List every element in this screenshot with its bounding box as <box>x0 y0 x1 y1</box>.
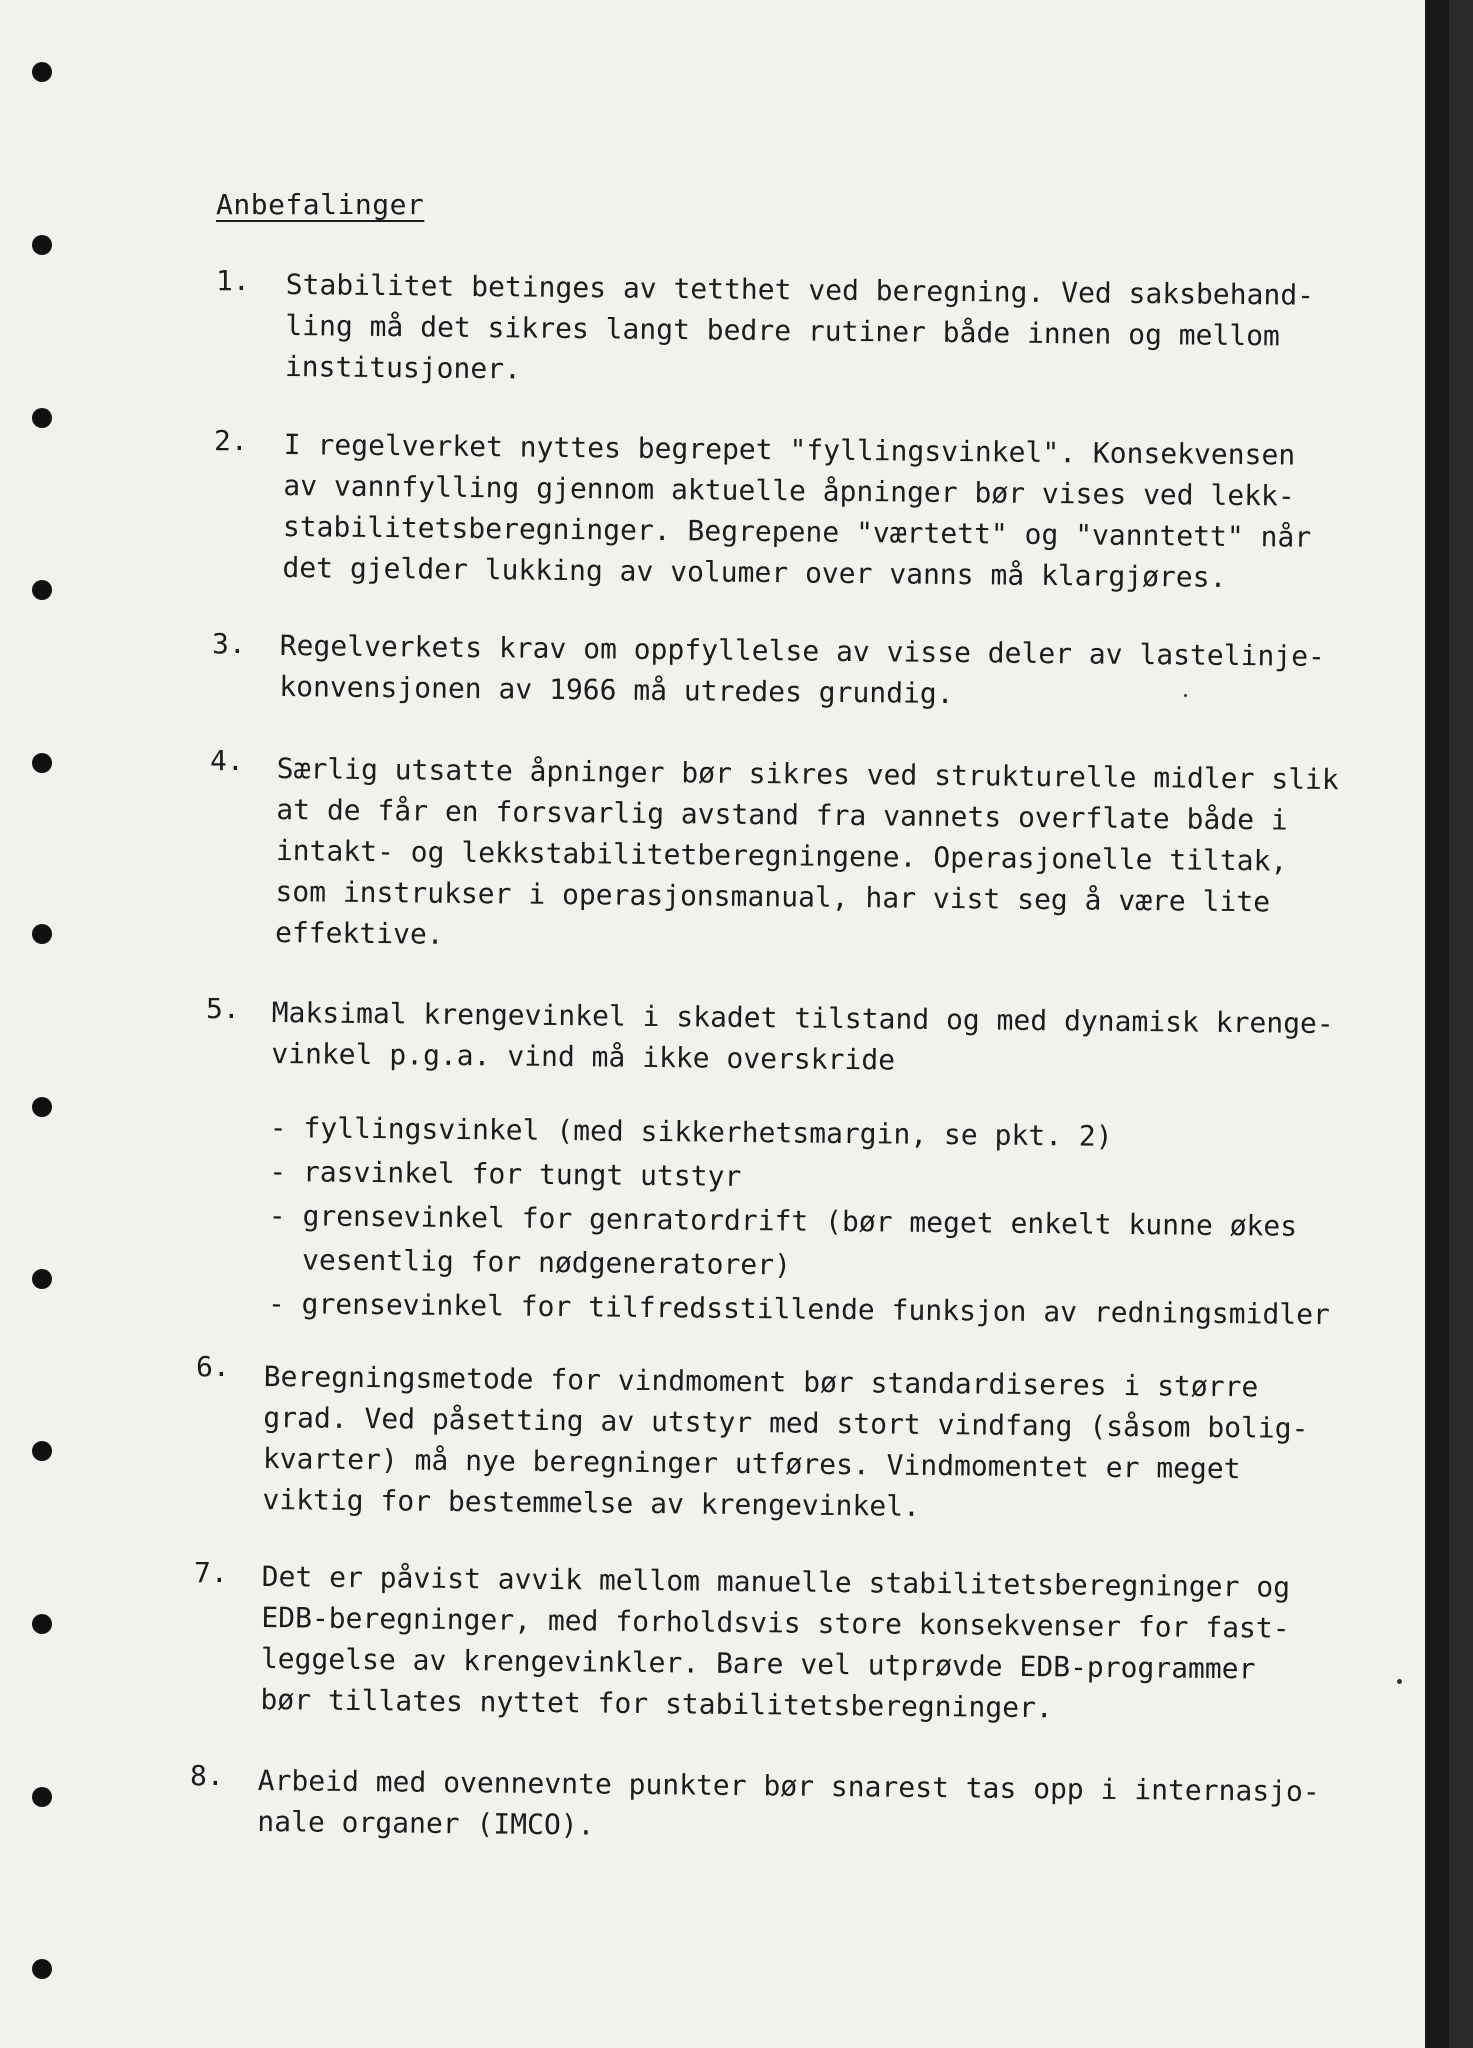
item-line: Beregningsmetode for vindmoment bør standardiseres i større <box>263 1359 1259 1404</box>
recommendation-item <box>260 1556 1290 1731</box>
item-line: vinkel p.g.a. vind må ikke overskride <box>271 1036 896 1077</box>
item-line: Regelverkets krav om oppfyllelse av visse deler av lastelinje- <box>279 628 1326 673</box>
item-line: som instrukser i operasjonsmanual, har vist seg å være lite <box>275 874 1271 919</box>
item-line: leggelse av krengevinkler. Bare vel utprøvde EDB-programmer <box>260 1641 1256 1686</box>
scan-edge <box>1425 0 1449 2048</box>
item-line: institusjoner. <box>284 349 522 386</box>
item-line: Stabilitet betinges av tetthet ved beregning. Ved saksbehand- <box>285 267 1315 312</box>
sub-list-item: - rasvinkel for tungt utstyr <box>269 1154 742 1193</box>
recommendation-item <box>282 424 1312 599</box>
punch-hole <box>32 924 52 944</box>
punch-hole <box>32 753 52 773</box>
sub-list-item: - grensevinkel for genratordrift (bør meget enkelt kunne økes <box>268 1198 1298 1243</box>
item-line: viktig for bestemmelse av krengevinkel. <box>262 1482 921 1523</box>
punch-hole <box>32 1614 52 1634</box>
item-line: Det er påvist avvik mellom manuelle stabilitetsberegninger og <box>261 1559 1291 1604</box>
punch-hole <box>32 1097 52 1117</box>
item-line: bør tillates nyttet for stabilitetsberegninger. <box>260 1682 1053 1725</box>
item-line: EDB-beregninger, med forholdsvis store konsekvenser for fast- <box>261 1600 1290 1645</box>
punch-hole <box>32 235 52 255</box>
item-number: 6. <box>196 1350 230 1383</box>
punch-hole <box>32 580 52 600</box>
item-line: nale organer (IMCO). <box>257 1804 595 1842</box>
item-number: 1. <box>216 264 250 297</box>
item-line: ling må det sikres langt bedre rutiner både innen og mellom <box>285 308 1281 353</box>
punch-hole <box>32 1787 52 1807</box>
recommendation-item <box>271 992 1334 1085</box>
item-line: I regelverket nyttes begrepet "fyllingsvinkel". Konsekvensen <box>283 427 1296 472</box>
punch-hole <box>32 408 52 428</box>
recommendation-item <box>257 1760 1320 1853</box>
item-line: stabilitetsberegninger. Begrepene "værtett" og "vanntett" når <box>282 509 1312 554</box>
item-line: Maksimal krengevinkel i skadet tilstand og med dynamisk krenge- <box>271 995 1334 1041</box>
item-number: 7. <box>194 1556 228 1589</box>
item-line: Særlig utsatte åpninger bør sikres ved strukturelle midler slik <box>276 751 1339 797</box>
item-number: 3. <box>212 627 246 660</box>
item-line: effektive. <box>274 915 444 951</box>
item-number: 4. <box>210 744 244 777</box>
item-line: Arbeid med ovennevnte punkter bør snarest tas opp i internasjo- <box>257 1763 1320 1809</box>
item-number: 5. <box>206 992 240 1025</box>
item-line: at de får en forsvarlig avstand fra vannets overflate både i <box>276 792 1288 837</box>
item-line: intakt- og lekkstabilitetberegningene. Operasjonelle tiltak, <box>275 833 1288 878</box>
recommendation-item <box>262 1356 1309 1531</box>
sub-list-item: - fyllingsvinkel (med sikkerhetsmargin, se pkt. 2) <box>269 1110 1113 1153</box>
punch-hole <box>32 1269 52 1289</box>
item-line: grad. Ved påsetting av utstyr med stort vindfang (såsom bolig- <box>263 1400 1309 1445</box>
scan-speck <box>1397 1679 1402 1684</box>
sub-list <box>268 1106 1332 1337</box>
item-line: kvarter) må nye beregninger utføres. Vindmomentet er meget <box>262 1441 1241 1486</box>
punch-hole <box>32 1441 52 1461</box>
item-line: det gjelder lukking av volumer over vanns må klargjøres. <box>282 550 1227 594</box>
sub-list-item: vesentlig for nødgeneratorer) <box>268 1242 792 1282</box>
item-number: 2. <box>214 424 248 457</box>
page-heading: Anbefalinger <box>216 188 425 221</box>
item-line: av vannfylling gjennom aktuelle åpninger bør vises ved lekk- <box>283 468 1295 513</box>
item-line: konvensjonen av 1966 må utredes grundig. <box>279 669 954 711</box>
punch-hole <box>32 62 52 82</box>
recommendation-item <box>275 748 1339 964</box>
punch-hole <box>32 1959 52 1979</box>
recommendation-item <box>279 625 1325 718</box>
recommendation-item <box>285 264 1315 398</box>
sub-list-item: - grensevinkel for tilfredsstillende funksjon av redningsmidler <box>267 1286 1331 1332</box>
item-number: 8. <box>190 1759 224 1792</box>
